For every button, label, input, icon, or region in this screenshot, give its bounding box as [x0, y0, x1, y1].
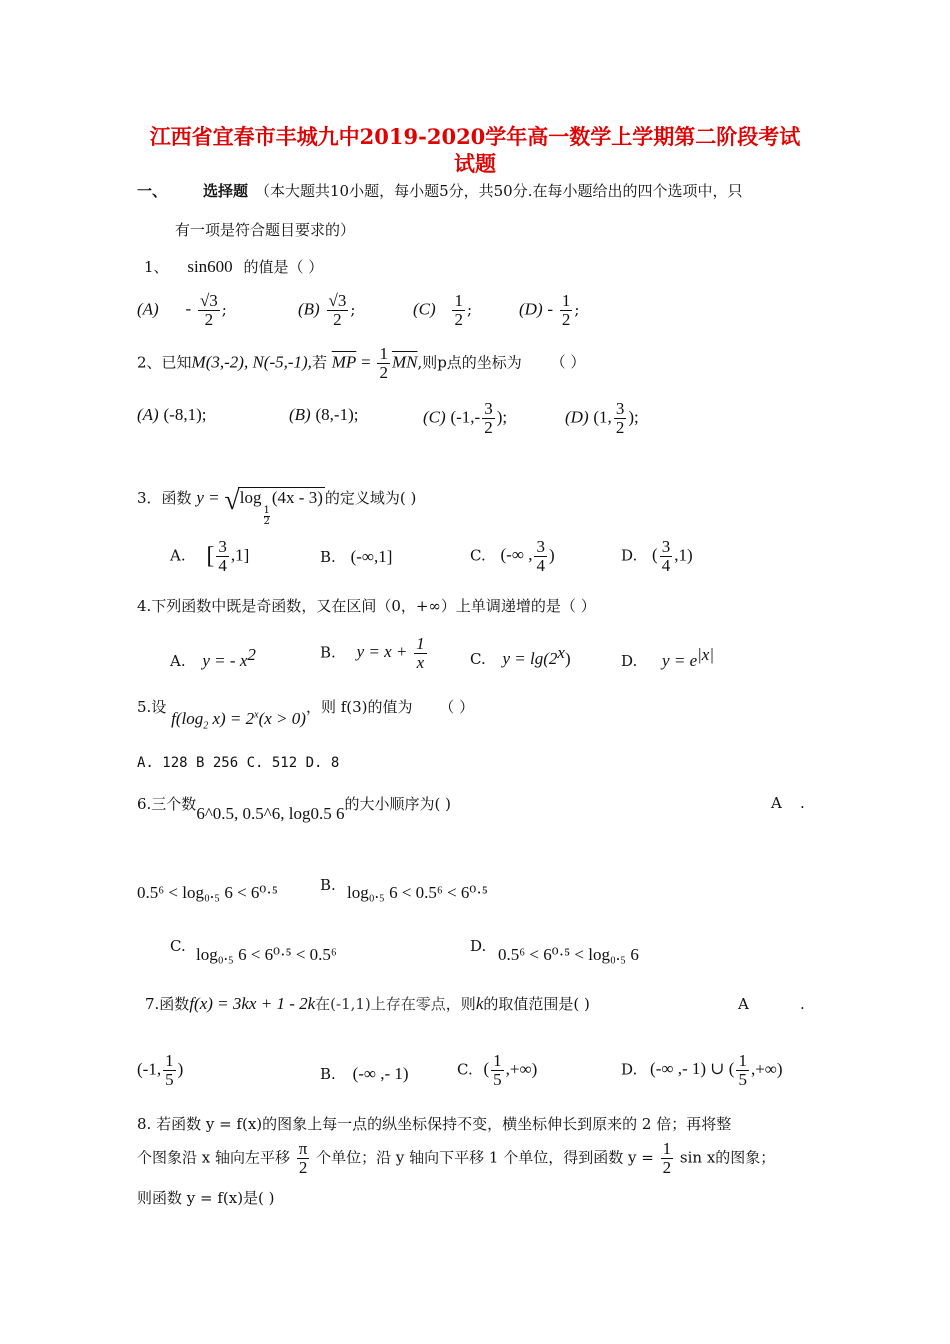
- option-value: ,1]: [230, 545, 250, 565]
- question-number: 7.函数: [145, 995, 190, 1013]
- fraction: [327, 292, 349, 329]
- denominator: 4: [661, 555, 671, 575]
- option-label: B.: [320, 643, 336, 662]
- subscript: 2: [203, 720, 209, 732]
- fraction: [661, 1140, 674, 1177]
- numerator: 3: [661, 537, 671, 556]
- numerator: √3: [328, 291, 347, 310]
- q7-option-d: [621, 1052, 783, 1089]
- q2-option-b: [289, 405, 358, 425]
- math-variable: k: [475, 994, 484, 1013]
- question-number: 1、: [144, 258, 169, 276]
- expr-part: (x > 0): [258, 709, 306, 728]
- numerator: π: [298, 1139, 308, 1158]
- option-value: ,1): [674, 545, 693, 565]
- question-text: ，则: [445, 995, 476, 1013]
- option-label: (A): [137, 299, 159, 319]
- fraction: [482, 400, 495, 437]
- answer-blank: （ ）: [439, 698, 475, 716]
- option-tail: ;: [221, 300, 227, 319]
- q6-option-c: log₀.₅ 6 < 6⁰·⁵ < 0.5⁶: [196, 945, 337, 964]
- option-value: (-∞ ,- 1): [352, 1064, 409, 1083]
- question-3: [137, 485, 416, 527]
- denominator: 5: [738, 1069, 747, 1089]
- denominator: 4: [536, 555, 545, 575]
- option-value: ): [548, 545, 555, 565]
- exponent: 2: [247, 645, 256, 664]
- section-desc-line2: 有一项是符合题目要求的）: [175, 221, 356, 239]
- question-8-line3: 则函数 y = f(x)是( ): [137, 1189, 275, 1207]
- vector-mp: $\overline{MP}$: [331, 352, 357, 372]
- question-5-options: A. 128 B 256 C. 512 D. 8: [137, 755, 340, 771]
- option-label: C.: [457, 1060, 473, 1079]
- option-value: y = - x: [202, 651, 248, 670]
- q3-option-b: [320, 547, 392, 567]
- section-name: 选择题: [203, 182, 249, 200]
- denominator: 2: [561, 309, 571, 329]
- fraction: [198, 292, 220, 329]
- fraction: [660, 538, 673, 575]
- answer-blank: （ ）: [550, 353, 586, 372]
- option-end: );: [628, 407, 639, 427]
- option-tail: ;: [466, 300, 473, 319]
- question-5: [137, 696, 474, 731]
- exponent: |x|: [697, 645, 715, 664]
- math-expression: sin600: [187, 257, 233, 276]
- q6-option-b: log₀.₅ 6 < 0.5⁶ < 6⁰·⁵: [347, 883, 488, 902]
- q6-option-a: 0.5⁶ < log₀.₅ 6 < 6⁰·⁵: [137, 883, 278, 902]
- sqrt-radicand: [238, 487, 325, 527]
- option-tail: ;: [350, 300, 356, 319]
- denominator: 2: [379, 362, 388, 382]
- numerator: 1: [493, 1051, 502, 1070]
- question-text: 的大小顺序为( ): [344, 795, 451, 813]
- option-tail: ;: [574, 300, 580, 319]
- math-expression: [171, 709, 306, 732]
- numerator: 1: [454, 291, 463, 310]
- option-value: y = e: [662, 651, 698, 670]
- denominator: 2: [333, 309, 342, 329]
- option-value: (: [483, 1059, 490, 1079]
- log-argument: (4x - 3): [271, 488, 323, 507]
- question-text: 的值是（ ）: [243, 258, 324, 276]
- option-end: ): [564, 649, 571, 668]
- math-expression: f(x) = 3kx + 1 - 2k: [189, 994, 316, 1013]
- question-text: 若: [311, 353, 327, 372]
- denominator: 2: [615, 417, 625, 437]
- question-4: 4.下列函数中既是奇函数，又在区间（0，+∞）上单调递增的是（ ）: [137, 597, 596, 615]
- option-value: y = x +: [356, 642, 408, 662]
- option-value: (-8,1);: [163, 405, 207, 424]
- option-value: (-1,: [137, 1059, 162, 1079]
- option-label: (B): [298, 299, 320, 319]
- denominator: 5: [165, 1069, 174, 1089]
- q7-option-a-dot: .: [800, 995, 805, 1013]
- option-value: ,+∞): [750, 1059, 783, 1079]
- log-base-fraction: [264, 506, 270, 527]
- denominator: 2: [263, 516, 270, 527]
- option-bracket: [: [206, 542, 215, 569]
- question-text: ,则p点的坐标为: [417, 353, 522, 372]
- q2-option-c: [423, 400, 507, 437]
- denominator: x: [416, 652, 425, 672]
- option-end: );: [496, 407, 508, 427]
- log-function: log: [239, 488, 262, 507]
- section-number: 一、: [137, 182, 168, 200]
- math-points: M(3,-2), N(-5,-1),: [191, 352, 312, 372]
- option-value: (1,: [593, 407, 612, 427]
- q1-option-a: [137, 292, 227, 329]
- fraction: [452, 292, 465, 329]
- question-7: [145, 993, 590, 1014]
- vector-mn: $\overline{MN}$: [391, 352, 418, 372]
- question-8-line1: 8. 若函数 y = f(x)的图象上每一点的纵坐标保持不变，横坐标伸长到原来的 2 倍；再将整: [137, 1115, 732, 1133]
- option-sign: -: [185, 299, 192, 319]
- numerator: 1: [165, 1051, 174, 1070]
- question-number: 3．函数: [137, 489, 192, 507]
- numerator: 3: [484, 399, 493, 418]
- question-text: sin x的图象；: [679, 1148, 776, 1167]
- option-value: (-∞ ,: [500, 545, 533, 565]
- q6-option-d: 0.5⁶ < 6⁰·⁵ < log₀.₅ 6: [498, 945, 639, 964]
- q6-option-d-label: D.: [470, 937, 487, 955]
- fraction: [560, 292, 573, 329]
- option-label: (A): [137, 405, 159, 424]
- option-label: D.: [621, 1060, 638, 1079]
- option-value: (-1,-: [450, 407, 481, 427]
- section-desc-line1: （本大题共10小题，每小题5分，共50分.在每小题给出的四个选项中，只: [255, 182, 743, 200]
- q7-option-b: [320, 1064, 409, 1084]
- q6-option-a-dot: .: [800, 794, 805, 812]
- fraction: [736, 1052, 749, 1089]
- denominator: 2: [662, 1157, 672, 1177]
- option-label: C.: [470, 650, 486, 668]
- option-label: (B): [289, 405, 311, 424]
- q6-option-b-label: B.: [320, 876, 336, 894]
- denominator: 2: [484, 417, 493, 437]
- option-label: A.: [170, 546, 186, 565]
- option-label: D.: [621, 546, 638, 565]
- page-title-line1: 江西省宜春市丰城九中2019-2020学年高一数学上学期第二阶段考试: [149, 124, 801, 149]
- question-text: 的取值范围是( ): [483, 995, 590, 1013]
- numerator: 3: [218, 537, 227, 556]
- q6-option-c-label: C.: [170, 937, 186, 955]
- option-value: (: [652, 545, 658, 565]
- option-label: C.: [470, 546, 486, 565]
- question-number: 2、已知: [137, 353, 192, 372]
- option-value: (-∞,1]: [350, 547, 393, 566]
- question-6: [137, 793, 451, 824]
- numerator: 1: [738, 1051, 747, 1070]
- q3-option-c: [470, 538, 555, 575]
- q3-option-d: [621, 538, 693, 575]
- q4-option-a: [170, 645, 256, 671]
- q2-option-a: [137, 405, 206, 425]
- question-number: 6.三个数: [137, 795, 197, 813]
- numerator: √3: [199, 291, 218, 310]
- question-text: ，则 f(3)的值为: [305, 698, 413, 716]
- expr-part: f(log: [171, 709, 204, 728]
- question-text: 个单位；沿 y 轴向下平移 1 个单位，得到函数 y =: [316, 1148, 654, 1167]
- q1-option-d: [519, 292, 579, 329]
- option-label: (C): [423, 407, 446, 427]
- q4-option-c: [470, 643, 571, 669]
- denominator: 2: [298, 1157, 308, 1177]
- q7-option-c: [457, 1052, 537, 1089]
- numerator: 1: [263, 505, 270, 516]
- numerator: 3: [615, 399, 625, 418]
- q7-option-a-label: A: [738, 995, 749, 1013]
- fraction: [414, 635, 427, 672]
- numerator: 1: [662, 1139, 672, 1158]
- option-value: ,+∞): [505, 1059, 538, 1079]
- q4-option-b: [320, 635, 429, 672]
- fraction: [534, 538, 547, 575]
- numerator: 1: [379, 344, 388, 363]
- q2-option-d: [565, 400, 639, 437]
- q6-option-a-label: A: [771, 794, 782, 812]
- numerator: 1: [561, 291, 571, 310]
- q1-option-b: [298, 292, 355, 329]
- denominator: 2: [204, 309, 214, 329]
- option-sign: -: [547, 299, 554, 319]
- denominator: 2: [454, 309, 463, 329]
- q4-option-d: [621, 645, 714, 671]
- fraction: [491, 1052, 504, 1089]
- denominator: 5: [493, 1069, 502, 1089]
- exponent: x: [557, 643, 565, 662]
- option-value: y = lg(2: [502, 649, 558, 668]
- option-label: B.: [320, 548, 336, 566]
- option-value: ): [177, 1059, 184, 1079]
- equals-sign: =: [361, 352, 371, 372]
- fraction: [297, 1140, 310, 1177]
- option-label: (C): [413, 299, 436, 319]
- question-8-line2: [137, 1140, 775, 1177]
- option-value: (-∞ ,- 1) ∪ (: [650, 1059, 735, 1079]
- fraction: [614, 400, 627, 437]
- question-text: 的定义域为( ): [324, 489, 417, 507]
- expr-part: x) = 2: [208, 709, 255, 728]
- option-label: A.: [170, 652, 186, 670]
- question-text: 在(-1,1)上存在零点: [315, 995, 446, 1013]
- question-1: [144, 256, 323, 277]
- option-value: (8,-1);: [315, 405, 359, 424]
- exponent: x: [254, 709, 259, 721]
- question-number: 5.设: [137, 698, 167, 716]
- sqrt-sign: √: [224, 485, 240, 516]
- numerator: 3: [536, 537, 545, 556]
- math-expression: y =: [196, 488, 220, 507]
- numerator: 1: [416, 634, 425, 653]
- denominator: 4: [218, 555, 227, 575]
- question-2: [137, 345, 585, 382]
- fraction: [377, 345, 390, 382]
- q7-option-a: [137, 1052, 183, 1089]
- q3-option-a: [170, 538, 249, 575]
- page-title-line2: 试题: [454, 151, 496, 176]
- fraction: [163, 1052, 176, 1089]
- math-expression: 6^0.5, 0.5^6, log0.5 6: [196, 804, 345, 823]
- option-label: D.: [621, 652, 638, 670]
- question-text: 个图象沿 x 轴向左平移: [137, 1148, 290, 1167]
- option-label: B.: [320, 1065, 336, 1083]
- q1-option-c: [413, 292, 472, 329]
- option-label: (D): [519, 299, 543, 319]
- option-label: (D): [565, 407, 589, 427]
- fraction: [216, 538, 229, 575]
